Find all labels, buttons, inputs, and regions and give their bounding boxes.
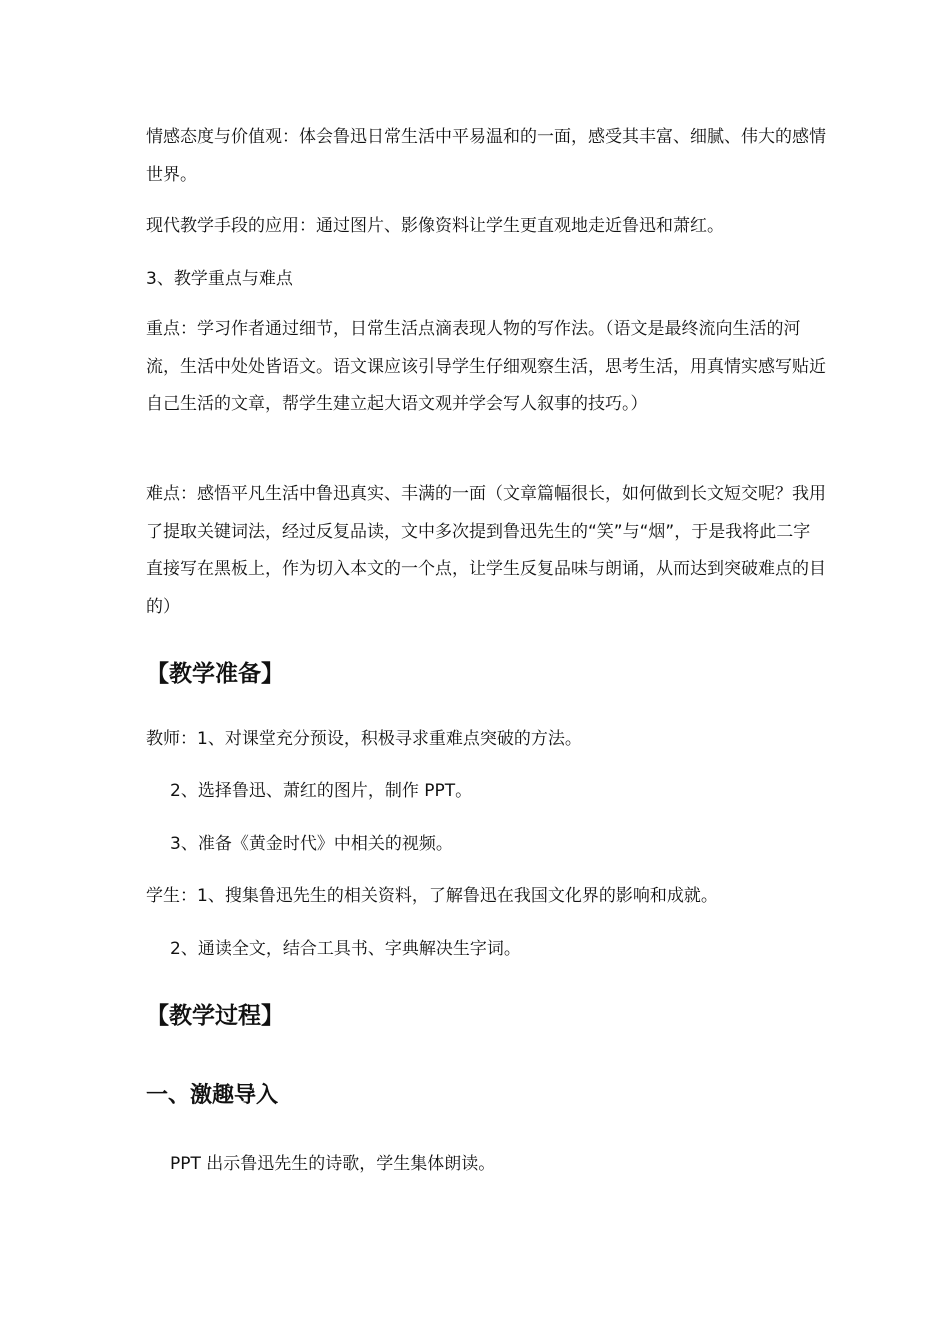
objective-media: 现代教学手段的应用：通过图片、影像资料让学生更直观地走近鲁迅和萧红。 xyxy=(146,216,724,236)
objective-emotion: 情感态度与价值观：体会鲁迅日常生活中平易温和的一面，感受其丰富、细腻、伟大的感情世界。 xyxy=(146,127,826,185)
student-prep-1: 学生：1、搜集鲁迅先生的相关资料，了解鲁迅在我国文化界的影响和成就。 xyxy=(146,886,718,906)
preparation-heading: 【教学准备】 xyxy=(146,661,284,687)
teacher-prep-2: 2、选择鲁迅、萧红的图片，制作 PPT。 xyxy=(170,781,473,801)
section-1-heading: 一、激趣导入 xyxy=(146,1083,279,1108)
key-points-heading: 3、教学重点与难点 xyxy=(146,269,293,289)
student-prep-2: 2、通读全文，结合工具书、字典解决生字词。 xyxy=(170,939,521,959)
teacher-prep-1: 教师：1、对课堂充分预设，积极寻求重难点突破的方法。 xyxy=(146,729,582,749)
section-1-text: PPT 出示鲁迅先生的诗歌，学生集体朗读。 xyxy=(170,1154,496,1174)
teacher-prep-3: 3、准备《黄金时代》中相关的视频。 xyxy=(170,834,453,854)
key-point-difficulty: 难点：感悟平凡生活中鲁迅真实、丰满的一面（文章篇幅很长，如何做到长文短交呢？我用了提取关键词法，经过反复品读，文中多次提到鲁迅先生的“笑”与“烟”，于是我将此二字直接写在黑板上，作为切入本文的一个点，让学生反复品味与朗诵，从而达到突破难点的目的） xyxy=(146,484,826,617)
key-point-focus: 重点：学习作者通过细节，日常生活点滴表现人物的写作法。（语文是最终流向生活的河流，生活中处处皆语文。语文课应该引导学生仔细观察生活，思考生活，用真情实感写贴近自己生活的文章，帮学生建立起大语文观并学会写人叙事的技巧。） xyxy=(146,319,826,414)
process-heading: 【教学过程】 xyxy=(146,1003,284,1029)
